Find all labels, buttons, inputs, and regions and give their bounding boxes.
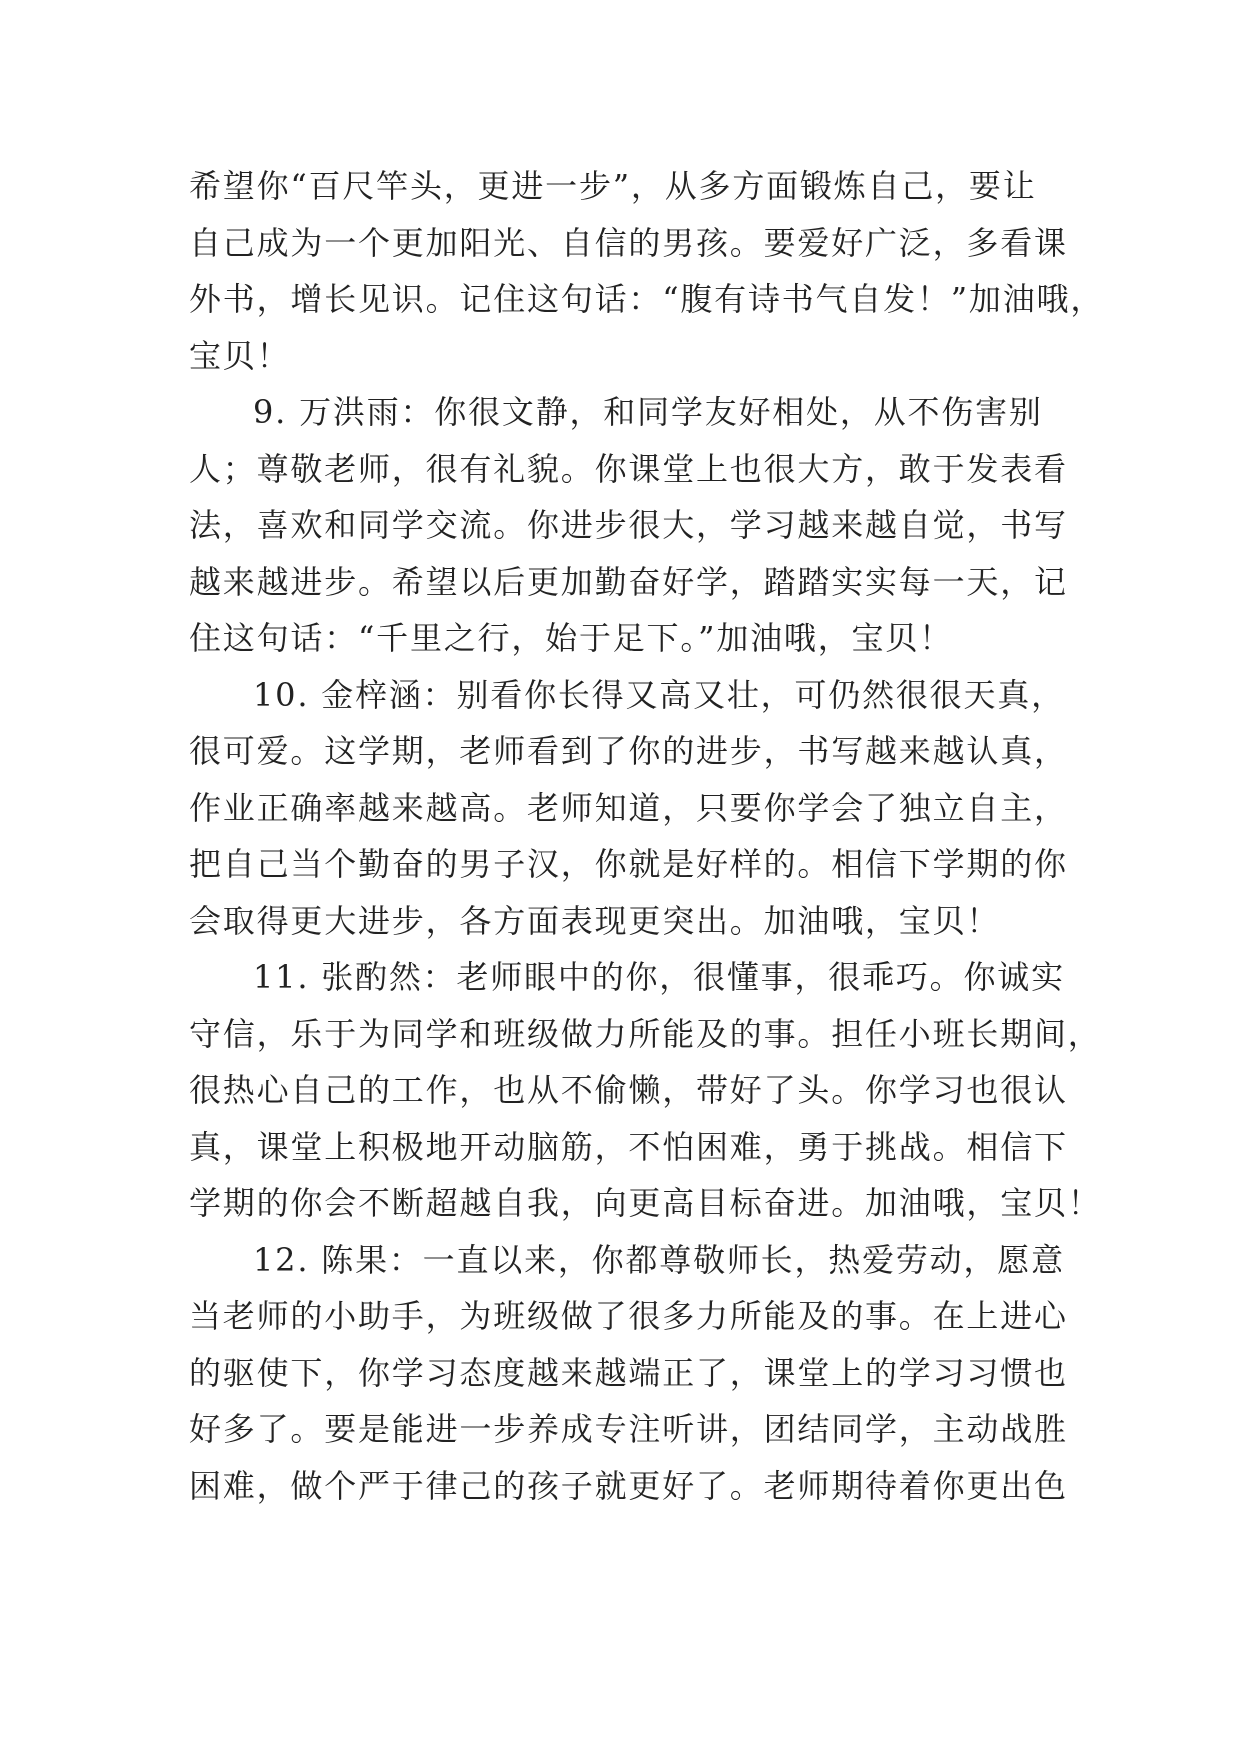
text-line: 好多了。要是能进一步养成专注听讲，团结同学，主动战胜 bbox=[189, 1410, 1068, 1448]
text-line: 外书，增长见识。记住这句话：“腹有诗书气自发！”加油哦， bbox=[189, 280, 1105, 318]
text-line: 越来越进步。希望以后更加勤奋好学，踏踏实实每一天，记 bbox=[189, 562, 1068, 601]
text-line: 很热心自己的工作，也从不偷懒，带好了头。你学习也很认 bbox=[189, 1071, 1068, 1109]
text-line: 学期的你会不断超越自我，向更高目标奋进。加油哦，宝贝！ bbox=[189, 1184, 1102, 1222]
document-body bbox=[189, 158, 1105, 1514]
text-line: 人；尊敬老师，很有礼貌。你课堂上也很大方，敢于发表看 bbox=[189, 449, 1068, 488]
text-line: 住这句话：“千里之行，始于足下。”加油哦，宝贝！ bbox=[189, 619, 953, 657]
paragraph-start-9: 9. 万洪雨：你很文静，和同学友好相处，从不伤害别 bbox=[253, 393, 1043, 431]
text-line: 希望你“百尺竿头，更进一步”，从多方面锻炼自己，要让 bbox=[189, 167, 1037, 205]
paragraph-start-11: 11. 张酌然：老师眼中的你，很懂事，很乖巧。你诚实 bbox=[253, 958, 1065, 996]
text-line: 宝贝！ bbox=[189, 336, 291, 375]
text-line: 法，喜欢和同学交流。你进步很大，学习越来越自觉，书写 bbox=[189, 506, 1068, 544]
paragraph-start-10: 10. 金梓涵：别看你长得又高又壮，可仍然很很天真， bbox=[253, 675, 1065, 714]
text-line: 作业正确率越来越高。老师知道，只要你学会了独立自主， bbox=[189, 788, 1068, 827]
text-line: 很可爱。这学期，老师看到了你的进步，书写越来越认真， bbox=[189, 732, 1068, 770]
text-line: 会取得更大进步，各方面表现更突出。加油哦，宝贝！ bbox=[189, 901, 1001, 940]
text-line: 当老师的小助手，为班级做了很多力所能及的事。在上进心 bbox=[189, 1297, 1068, 1335]
text-line: 守信，乐于为同学和班级做力所能及的事。担任小班长期间， bbox=[189, 1014, 1102, 1053]
text-line: 真，课堂上积极地开动脑筋，不怕困难，勇于挑战。相信下 bbox=[189, 1127, 1068, 1166]
text-line: 的驱使下，你学习态度越来越端正了，课堂上的学习习惯也 bbox=[189, 1353, 1068, 1392]
paragraph-start-12: 12. 陈果：一直以来，你都尊敬师长，热爱劳动，愿意 bbox=[253, 1240, 1065, 1279]
text-line: 困难，做个严于律己的孩子就更好了。老师期待着你更出色 bbox=[189, 1466, 1068, 1505]
text-line: 自己成为一个更加阳光、自信的男孩。要爱好广泛，多看课 bbox=[189, 223, 1068, 262]
text-line: 把自己当个勤奋的男子汉，你就是好样的。相信下学期的你 bbox=[189, 845, 1068, 883]
